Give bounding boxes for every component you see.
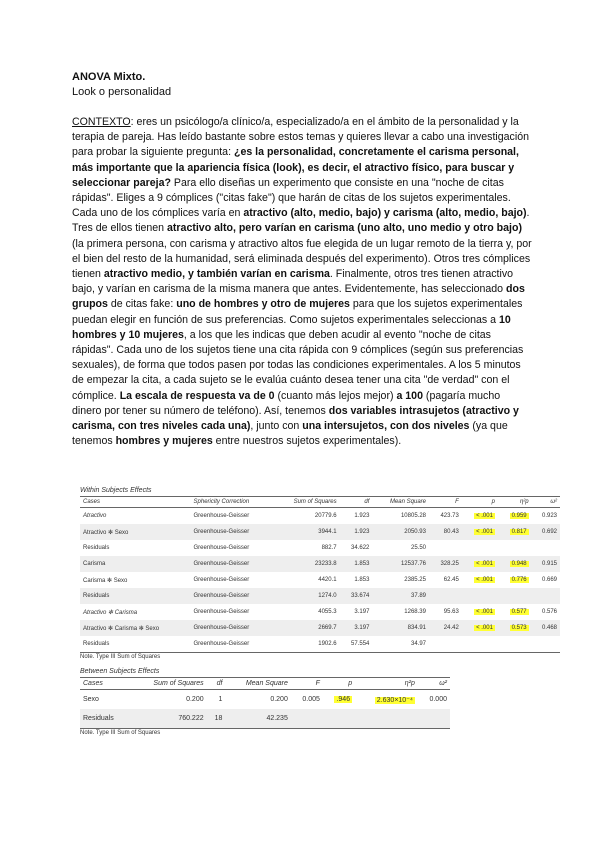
within-cell-value: < .001 bbox=[476, 625, 493, 631]
within-header-cell: Sum of Squares bbox=[274, 497, 340, 508]
within-row bbox=[80, 588, 560, 604]
text-run: entre nuestros sujetos experimentales). bbox=[212, 435, 402, 448]
between-cell bbox=[291, 709, 323, 729]
within-cell-value: 34.97 bbox=[410, 641, 426, 647]
between-cell bbox=[80, 709, 130, 729]
within-cell-value: 37.89 bbox=[410, 593, 426, 599]
within-cell bbox=[80, 636, 191, 653]
within-cell-value: 834.91 bbox=[407, 625, 426, 631]
within-cell-value: 1902.6 bbox=[318, 641, 337, 647]
within-cell bbox=[274, 572, 340, 588]
within-cell-value: 33.674 bbox=[351, 593, 370, 599]
within-cell-value: Atractivo bbox=[83, 513, 107, 519]
bold-text-run: hombres y mujeres bbox=[115, 435, 213, 448]
within-cell-value: 2050.93 bbox=[404, 529, 426, 535]
within-cell bbox=[372, 588, 429, 604]
within-cell-value: 80.43 bbox=[443, 529, 459, 535]
within-cell-value: Carisma bbox=[83, 561, 106, 567]
within-header-cell: ω² bbox=[532, 497, 560, 508]
between-cell bbox=[323, 709, 355, 729]
within-cell bbox=[340, 588, 373, 604]
between-row bbox=[80, 709, 450, 729]
within-row bbox=[80, 556, 560, 572]
within-cell bbox=[80, 524, 191, 540]
within-cell bbox=[462, 588, 498, 604]
within-cell bbox=[532, 636, 560, 653]
within-cell bbox=[274, 540, 340, 556]
bold-text-run: a 100 bbox=[396, 389, 423, 402]
text-run: . Finalmente, otros tres tienen atractivo bajo, y varían en carisma de la misma manera que antes. Evidentemente, has seleccionado bbox=[72, 268, 514, 296]
between-cell bbox=[323, 690, 355, 710]
within-header-cell: Cases bbox=[80, 497, 191, 508]
between-cell-value: 42.235 bbox=[266, 715, 288, 722]
within-cell-value: < .001 bbox=[476, 529, 493, 535]
text-run: (ya que tenemos bbox=[72, 420, 508, 448]
within-cell bbox=[372, 636, 429, 653]
within-cell-value: Greenhouse-Geisser bbox=[193, 529, 250, 535]
between-header-cell: ω² bbox=[418, 678, 450, 690]
within-header-cell: Mean Square bbox=[372, 497, 429, 508]
within-cell bbox=[80, 572, 191, 588]
within-table-title: Within Subjects Effects bbox=[80, 487, 152, 494]
within-cell-value: 20779.6 bbox=[314, 513, 337, 519]
between-cell-value: .946 bbox=[336, 696, 351, 703]
within-cell bbox=[532, 540, 560, 556]
within-cell-value: 1.853 bbox=[354, 561, 370, 567]
within-cell bbox=[80, 556, 191, 572]
within-cell-value: 0.959 bbox=[511, 513, 527, 519]
between-table-title: Between Subjects Effects bbox=[80, 668, 160, 675]
within-cell-value: 1.923 bbox=[354, 529, 370, 535]
within-cell bbox=[274, 556, 340, 572]
text-run: para que los sujetos experimentales puedan elegir en función de sus preferencias. Como sujetos experimentales seleccionas a bbox=[72, 298, 523, 326]
within-cell bbox=[80, 620, 191, 636]
within-cell bbox=[532, 508, 560, 525]
within-header-cell: Sphericity Correction bbox=[191, 497, 274, 508]
within-cell bbox=[429, 620, 462, 636]
within-cell-value: 0.669 bbox=[541, 577, 557, 583]
within-cell bbox=[429, 572, 462, 588]
within-cell bbox=[274, 636, 340, 653]
within-cell-value: 0.692 bbox=[541, 529, 557, 535]
within-cell bbox=[462, 636, 498, 653]
text-run: de citas fake: bbox=[107, 298, 177, 311]
within-cell bbox=[340, 556, 373, 572]
within-cell-value: 2669.7 bbox=[318, 625, 337, 631]
within-cell-value: Greenhouse-Geisser bbox=[193, 641, 250, 647]
within-table-note: Note. Type III Sum of Squares bbox=[80, 654, 161, 660]
bold-text-run: La escala de respuesta va de 0 bbox=[119, 389, 275, 402]
within-cell-value: Greenhouse-Geisser bbox=[193, 609, 250, 615]
within-cell bbox=[498, 524, 532, 540]
between-cell bbox=[207, 709, 226, 729]
text-run: . Tres de ellos tienen bbox=[72, 207, 530, 235]
within-header-cell: df bbox=[340, 497, 373, 508]
bold-text-run: 10 hombres y 10 mujeres bbox=[72, 313, 511, 341]
within-cell bbox=[274, 508, 340, 525]
within-cell-value: Carisma ✻ Sexo bbox=[83, 577, 128, 584]
between-cell bbox=[355, 709, 418, 729]
between-cell-value: 2.630×10⁻⁴ bbox=[376, 696, 413, 704]
within-cell bbox=[372, 604, 429, 620]
within-cell bbox=[498, 604, 532, 620]
doc-title: ANOVA Mixto. bbox=[72, 71, 146, 83]
between-cell-value: 1 bbox=[218, 696, 223, 703]
between-header-cell: Sum of Squares bbox=[130, 678, 207, 690]
within-cell bbox=[80, 508, 191, 525]
within-cell bbox=[429, 604, 462, 620]
between-cell bbox=[355, 690, 418, 710]
within-cell-value: 0.915 bbox=[541, 561, 557, 567]
within-cell-value: < .001 bbox=[476, 577, 493, 583]
within-cell bbox=[80, 540, 191, 556]
within-header-cell: F bbox=[429, 497, 462, 508]
within-cell-value: 62.45 bbox=[443, 577, 459, 583]
between-cell bbox=[207, 690, 226, 710]
between-header-cell: Cases bbox=[80, 678, 130, 690]
within-cell-value: 0.468 bbox=[541, 625, 557, 631]
within-cell bbox=[274, 524, 340, 540]
within-cell-value: 328.25 bbox=[440, 561, 459, 567]
within-cell-value: Greenhouse-Geisser bbox=[193, 545, 250, 551]
between-header-cell: F bbox=[291, 678, 323, 690]
within-cell bbox=[429, 556, 462, 572]
within-cell bbox=[274, 620, 340, 636]
bold-text-run: dos variables intrasujetos (atractivo y carisma, con tres niveles cada una) bbox=[72, 404, 519, 433]
within-cell bbox=[532, 604, 560, 620]
bold-text-run: atractivo alto, pero varían en carisma (uno alto, uno medio y otro bajo) bbox=[167, 222, 522, 235]
within-row bbox=[80, 572, 560, 588]
within-cell bbox=[462, 620, 498, 636]
within-cell-value: 23233.8 bbox=[314, 561, 337, 567]
within-cell bbox=[191, 508, 274, 525]
within-cell bbox=[340, 620, 373, 636]
between-table-note: Note. Type III Sum of Squares bbox=[80, 730, 161, 736]
within-cell bbox=[462, 556, 498, 572]
between-cell bbox=[418, 690, 450, 710]
within-cell bbox=[462, 604, 498, 620]
within-cell bbox=[498, 572, 532, 588]
within-cell bbox=[372, 524, 429, 540]
within-cell-value: 34.622 bbox=[351, 545, 370, 551]
within-cell bbox=[80, 588, 191, 604]
bold-text-run: una intersujetos, con dos niveles bbox=[302, 420, 470, 433]
within-cell bbox=[191, 588, 274, 604]
within-cell bbox=[498, 620, 532, 636]
within-cell-value: Atractivo ✻ Sexo bbox=[83, 529, 129, 536]
within-cell bbox=[532, 620, 560, 636]
within-row bbox=[80, 604, 560, 620]
within-cell bbox=[498, 540, 532, 556]
within-cell bbox=[498, 508, 532, 525]
bold-text-run: uno de hombres y otro de mujeres bbox=[176, 298, 350, 311]
within-cell-value: 0.573 bbox=[511, 625, 527, 631]
within-cell bbox=[191, 636, 274, 653]
within-cell bbox=[462, 540, 498, 556]
within-cell bbox=[191, 540, 274, 556]
within-cell bbox=[80, 604, 191, 620]
within-cell-value: 25.50 bbox=[410, 545, 426, 551]
within-cell-value: Residuals bbox=[83, 545, 110, 551]
within-cell bbox=[498, 636, 532, 653]
between-cell-value: Residuals bbox=[83, 715, 114, 722]
within-cell-value: 3944.1 bbox=[318, 529, 337, 535]
within-cell-value: 3.197 bbox=[354, 625, 370, 631]
text-run: : eres un psicólogo/a clínico/a, especializado/a en el ámbito de la personalidad y la terapia de pareja. Has leído bastante sobre estos temas y quieres llevar a cabo una investigación para probar la siguiente pregunta: bbox=[72, 116, 529, 159]
within-cell-value: 423.73 bbox=[440, 513, 459, 519]
within-cell-value: 0.923 bbox=[541, 513, 557, 519]
within-row bbox=[80, 524, 560, 540]
within-cell bbox=[372, 540, 429, 556]
within-cell-value: Atractivo ✻ Carisma ✻ Sexo bbox=[83, 625, 160, 632]
bold-text-run: atractivo (alto, medio, bajo) y carisma (alto, medio, bajo) bbox=[243, 207, 527, 220]
within-header-cell: p bbox=[462, 497, 498, 508]
within-cell-value: 0.817 bbox=[511, 529, 527, 535]
within-cell bbox=[191, 572, 274, 588]
bold-text-run: ¿es la personalidad, concretamente el carisma personal, más importante que la apariencia física (look), es decir, el atractivo físico, para buscar y seleccionar pareja? bbox=[72, 146, 519, 189]
between-cell-value: 0.200 bbox=[186, 696, 204, 703]
within-cell-value: < .001 bbox=[476, 513, 493, 519]
between-subjects-table bbox=[80, 668, 450, 736]
within-cell bbox=[429, 524, 462, 540]
between-cell bbox=[130, 709, 207, 729]
within-cell bbox=[462, 572, 498, 588]
within-header-cell: η²p bbox=[498, 497, 532, 508]
within-cell bbox=[274, 604, 340, 620]
within-cell bbox=[498, 588, 532, 604]
bold-text-run: dos grupos bbox=[72, 283, 525, 311]
between-header-cell: η²p bbox=[355, 678, 418, 690]
within-cell bbox=[429, 588, 462, 604]
within-cell bbox=[372, 620, 429, 636]
within-cell bbox=[532, 556, 560, 572]
between-cell-value: 0.200 bbox=[270, 696, 288, 703]
within-cell bbox=[340, 636, 373, 653]
within-cell-value: Residuals bbox=[83, 593, 110, 599]
within-cell-value: 882.7 bbox=[321, 545, 337, 551]
within-cell-value: 10805.28 bbox=[400, 513, 426, 519]
between-cell bbox=[130, 690, 207, 710]
within-cell-value: Greenhouse-Geisser bbox=[193, 577, 250, 583]
within-cell bbox=[372, 508, 429, 525]
within-cell bbox=[532, 588, 560, 604]
between-cell-value: 18 bbox=[214, 715, 223, 722]
within-cell bbox=[274, 588, 340, 604]
within-cell-value: 1.853 bbox=[354, 577, 370, 583]
within-cell-value: 2385.25 bbox=[404, 577, 426, 583]
within-cell-value: 12537.76 bbox=[400, 561, 426, 567]
within-cell-value: 4420.1 bbox=[318, 577, 337, 583]
within-cell-value: 4055.3 bbox=[318, 609, 337, 615]
within-cell bbox=[340, 508, 373, 525]
within-cell bbox=[191, 620, 274, 636]
within-cell-value: 0.948 bbox=[511, 561, 527, 567]
within-cell bbox=[191, 604, 274, 620]
document-page bbox=[72, 70, 532, 449]
between-cell bbox=[291, 690, 323, 710]
text-run: , a los que les indicas que deben acudir al evento "noche de citas rápidas". Cada uno de los sujetos tiene una cita rápida con 9 cómplices (según sus preferencias sexuales), de forma que todos pasen por todas las condiciones experimentales. A los 5 minutos de empezar la cita, a cada sujeto se le evalúa cuánto desea tener una cita "de verdad" con el cómplice. bbox=[72, 328, 524, 402]
within-cell bbox=[340, 572, 373, 588]
within-cell-value: 0.576 bbox=[541, 609, 557, 615]
within-cell bbox=[498, 556, 532, 572]
text-run: (pagaría mucho dinero por tener su número de teléfono). Así, tenemos bbox=[72, 389, 501, 417]
within-cell bbox=[462, 524, 498, 540]
within-cell bbox=[429, 540, 462, 556]
text-run: , junto con bbox=[250, 420, 303, 433]
within-cell bbox=[429, 636, 462, 653]
within-cell-value: 0.776 bbox=[511, 577, 527, 583]
within-cell-value: 0.577 bbox=[511, 609, 527, 615]
within-cell-value: 95.63 bbox=[443, 609, 459, 615]
within-cell-value: 57.554 bbox=[351, 641, 370, 647]
within-cell bbox=[532, 572, 560, 588]
between-cell bbox=[225, 709, 290, 729]
text-run: (la primera persona, con carisma y atractivo altos fue elegida de un lugar remoto de la tierra y, por el bien del resto de la humanidad, será eliminada después del experimento). Otros tres cómplices tienen bbox=[72, 237, 532, 281]
within-cell-value: 1.923 bbox=[354, 513, 370, 519]
within-row bbox=[80, 508, 560, 525]
within-cell-value: Greenhouse-Geisser bbox=[193, 625, 250, 631]
between-cell bbox=[80, 690, 130, 710]
within-cell-value: Greenhouse-Geisser bbox=[193, 561, 250, 567]
within-cell-value: 1268.39 bbox=[404, 609, 426, 615]
within-cell bbox=[372, 572, 429, 588]
within-cell-value: Greenhouse-Geisser bbox=[193, 513, 250, 519]
within-cell-value: < .001 bbox=[476, 561, 493, 567]
within-cell-value: < .001 bbox=[476, 609, 493, 615]
within-cell-value: Atractivo ✻ Carisma bbox=[83, 609, 138, 616]
bold-text-run: atractivo medio, y también varían en carisma bbox=[103, 268, 330, 281]
within-row bbox=[80, 620, 560, 636]
within-cell-value: 1274.0 bbox=[318, 593, 337, 599]
within-cell-value: Residuals bbox=[83, 641, 110, 647]
doc-subtitle: Look o personalidad bbox=[72, 86, 172, 98]
within-cell-value: 24.42 bbox=[443, 625, 459, 631]
between-row bbox=[80, 690, 450, 710]
between-cell-value: Sexo bbox=[83, 696, 99, 703]
within-row bbox=[80, 636, 560, 653]
within-cell bbox=[372, 556, 429, 572]
context-paragraph bbox=[72, 115, 532, 449]
within-cell bbox=[340, 604, 373, 620]
text-run: (cuanto más lejos mejor) bbox=[274, 389, 397, 402]
within-cell bbox=[532, 524, 560, 540]
within-row bbox=[80, 540, 560, 556]
within-cell bbox=[191, 524, 274, 540]
between-cell-value: 0.000 bbox=[429, 696, 447, 703]
between-cell-value: 760.222 bbox=[178, 715, 204, 722]
within-cell bbox=[429, 508, 462, 525]
between-cell-value: 0.005 bbox=[302, 696, 320, 703]
within-cell-value: Greenhouse-Geisser bbox=[193, 593, 250, 599]
within-subjects-table bbox=[80, 487, 560, 660]
within-cell bbox=[340, 524, 373, 540]
within-cell bbox=[340, 540, 373, 556]
between-cell bbox=[225, 690, 290, 710]
within-cell bbox=[462, 508, 498, 525]
text-run: Para ello diseñas un experimento que consiste en una "noche de citas rápidas". Eliges a 9 cómplices ("citas fake") que harán de citas de los sujetos experimentales. Cada uno de los cómplices varía en bbox=[72, 176, 511, 220]
between-header-cell: df bbox=[207, 678, 226, 690]
text-run: CONTEXTO bbox=[72, 116, 131, 128]
within-cell bbox=[191, 556, 274, 572]
within-cell-value: 3.197 bbox=[354, 609, 370, 615]
between-header-cell: p bbox=[323, 678, 355, 690]
between-header-cell: Mean Square bbox=[225, 678, 290, 690]
between-cell bbox=[418, 709, 450, 729]
